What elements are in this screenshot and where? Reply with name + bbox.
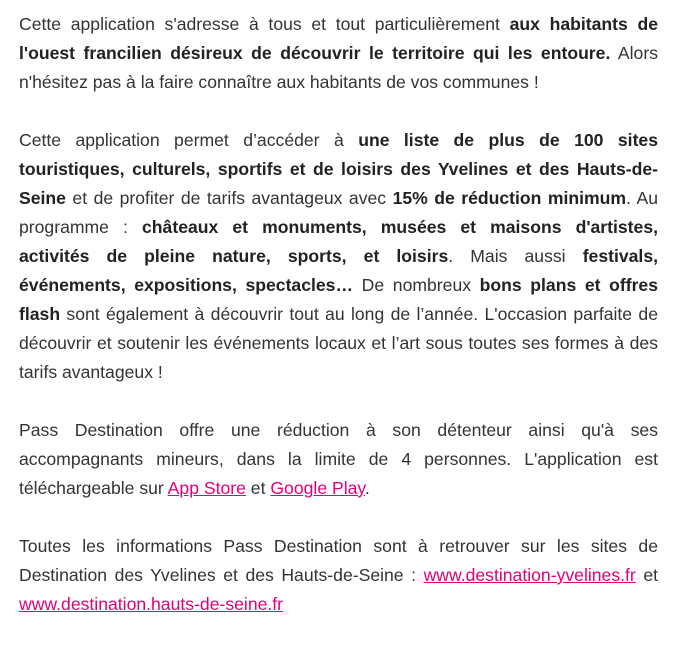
features-text-5: De nombreux — [353, 275, 480, 295]
features-paragraph — [19, 126, 658, 387]
features-text-3: . Au programme : — [19, 188, 658, 237]
article-body — [19, 10, 658, 619]
app-store-link[interactable]: App Store — [167, 478, 246, 498]
features-highlight-program: châteaux et monuments, musées et maisons d'artistes, activités de pleine nature, sports, et loisirs — [19, 217, 658, 266]
info-paragraph — [19, 532, 658, 619]
download-paragraph — [19, 416, 658, 503]
hauts-de-seine-website-link[interactable]: www.destination.hauts-de-seine.fr — [19, 594, 284, 614]
intro-text-start: Cette application s'adresse à tous et tout particulièrement — [19, 14, 510, 34]
features-text-6: sont également à découvrir tout au long de l’année. L'occasion parfaite de découvrir et soutenir les événements locaux et l’art sous toutes ses formes à des tarifs avantageux ! — [19, 304, 658, 382]
download-text-2: et — [245, 478, 271, 498]
features-text-1: Cette application permet d’accéder à — [19, 130, 359, 150]
intro-paragraph — [19, 10, 658, 97]
intro-highlight: aux habitants de l'ouest francilien désireux de découvrir le territoire qui les entoure. — [19, 14, 659, 63]
features-highlight-sites: une liste de plus de 100 sites touristiques, culturels, sportifs et de loisirs des Yvelines et des Hauts-de-Seine — [19, 130, 658, 208]
features-highlight-offers: bons plans et offres flash — [19, 275, 658, 324]
info-text-1: Toutes les informations Pass Destination sont à retrouver sur les sites de Destination des Yvelines et des Hauts-de-Seine : — [19, 536, 658, 585]
features-highlight-events: festivals, événements, expositions, spectacles… — [19, 246, 658, 295]
yvelines-website-link[interactable]: www.destination-yvelines.fr — [423, 565, 636, 585]
features-text-2: et de profiter de tarifs avantageux avec — [65, 188, 393, 208]
features-text-4: . Mais aussi — [448, 246, 583, 266]
download-text-1: Pass Destination offre une réduction à son détenteur ainsi qu'à ses accompagnants mineurs, dans la limite de 4 personnes. L'application est téléchargeable sur — [19, 420, 658, 498]
download-text-3: . — [364, 478, 370, 498]
features-highlight-discount: 15% de réduction minimum — [392, 188, 627, 208]
intro-text-end: Alors n'hésitez pas à la faire connaître aux habitants de vos communes ! — [19, 43, 658, 92]
info-text-2: et — [635, 565, 658, 585]
google-play-link[interactable]: Google Play — [270, 478, 365, 498]
